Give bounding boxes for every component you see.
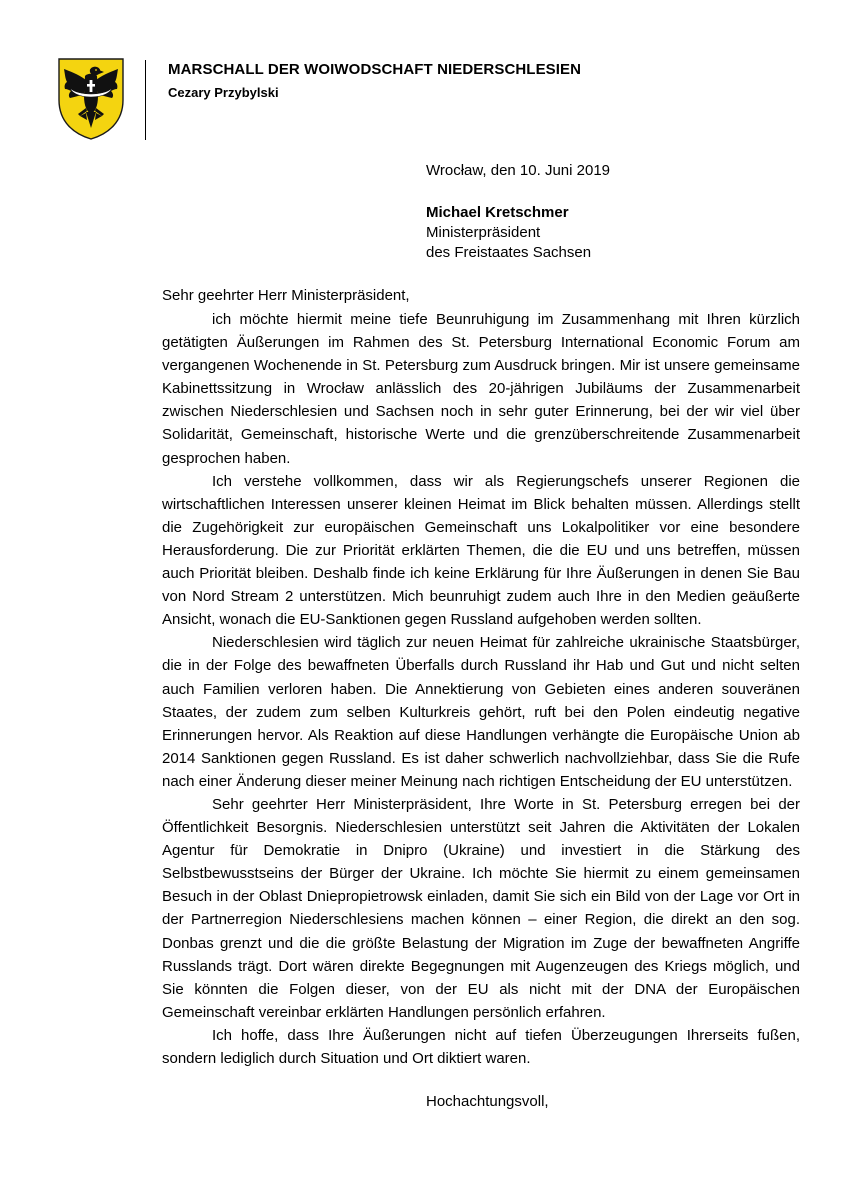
letter-body [162, 308, 800, 1070]
body-paragraph: ich möchte hiermit meine tiefe Beunruhigung im Zusammenhang mit Ihren kürzlich getätigten Äußerungen im Rahmen des St. Petersburg International Economic Forum am vergangenen Wochenende in St. Petersburg zum Ausdruck bringen. Mir ist unsere gemeinsame Kabinettssitzung in Wrocław anlässlich des 20-jährigen Jubiläums der Zusammenarbeit zwischen Niederschlesien und Sachsen noch in sehr guter Erinnerung, bei der wir viel über Solidarität, Gemeinschaft, historische Werte und die grenzüberschreitende Zusammenarbeit gesprochen haben. [162, 311, 800, 467]
sender-organization: MARSCHALL DER WOIWODSCHAFT NIEDERSCHLESIEN [168, 61, 582, 78]
body-paragraph: Ich hoffe, dass Ihre Äußerungen nicht auf tiefen Überzeugungen Ihrerseits fußen, sondern lediglich durch Situation und Ort diktiert waren. [162, 1026, 800, 1067]
closing-phrase: Hochachtungsvoll, [426, 1093, 549, 1110]
letter-date: Wrocław, den 10. Juni 2019 [426, 162, 611, 179]
recipient-block [426, 203, 591, 263]
silesian-eagle-coat-of-arms-icon [56, 56, 126, 141]
body-paragraph: Ich verstehe vollkommen, dass wir als Regierungschefs unserer Regionen die wirtschaftlichen Interessen unserer kleinen Heimat im Blick behalten müssen. Allerdings stellt die Zugehörigkeit zur europäischen Gemeinschaft uns Lokalpolitiker vor eine besondere Herausforderung. Die zur Priorität erklärten Themen, die die EU und uns betreffen, müssen auch Priorität bleiben. Deshalb finde ich keine Erklärung für Ihre Äußerungen in denen Sie Bau von Nord Stream 2 unterstützen. Mich beunruhigt zudem auch Ihre in den Medien geäußerte Ansicht, wonach die EU-Sanktionen gegen Russland aufgehoben werden sollten. [162, 472, 800, 629]
recipient-name: Michael Kretschmer [426, 204, 569, 221]
body-paragraph: Niederschlesien wird täglich zur neuen Heimat für zahlreiche ukrainische Staatsbürger, die in der Folge des bewaffneten Überfalls durch Russland ihr Hab und Gut und nicht selten auch Familien verloren haben. Die Annektierung von Gebieten eines anderen souveränen Staates, der zudem zum selben Kulturkreis gehört, ruft bei den Polen eindeutig negative Erinnerungen hervor. Als Reaktion auf diese Handlungen verhängte die Europäische Union ab 2014 Sanktionen gegen Russland. Es ist daher schwerlich nachvollziehbar, dass Sie die Rufe nach einer Änderung dieser meiner Meinung nach richtigen Entscheidung der EU unterstützen. [162, 634, 800, 790]
recipient-title: Ministerpräsident [426, 224, 541, 241]
body-paragraph: Sehr geehrter Herr Ministerpräsident, Ihre Worte in St. Petersburg erregen bei der Öffentlichkeit Besorgnis. Niederschlesien unterstützt seit Jahren die Aktivitäten der Lokalen Agentur für Demokratie in Dnipro (Ukraine) und investiert in die Stärkung des Selbstbewusstseins der Bürger der Ukraine. Ich möchte Sie hiermit zu einem gemeinsamen Besuch in der Oblast Dniepropietrowsk einladen, damit Sie sich ein Bild von der Lage vor Ort in der Partnerregion Niederschlesiens machen können – einer Region, die direkt an den sog. Donbas grenzt und die die größte Belastung der Migration im Zuge der bewaffneten Angriffe Russlands trägt. Dort wären direkte Begegnungen mit Augenzeugen des Kriegs möglich, und Sie könnten die Folgen dieser, von der EU als nicht mit der DNA der Europäischen Gemeinschaft vereinbar erklärten Handlungen persönlich erfahren. [162, 795, 800, 1021]
header-divider [145, 60, 146, 140]
sender-name: Cezary Przybylski [168, 85, 279, 100]
salutation: Sehr geehrter Herr Ministerpräsident, [162, 287, 410, 304]
recipient-state: des Freistaates Sachsen [426, 244, 592, 261]
